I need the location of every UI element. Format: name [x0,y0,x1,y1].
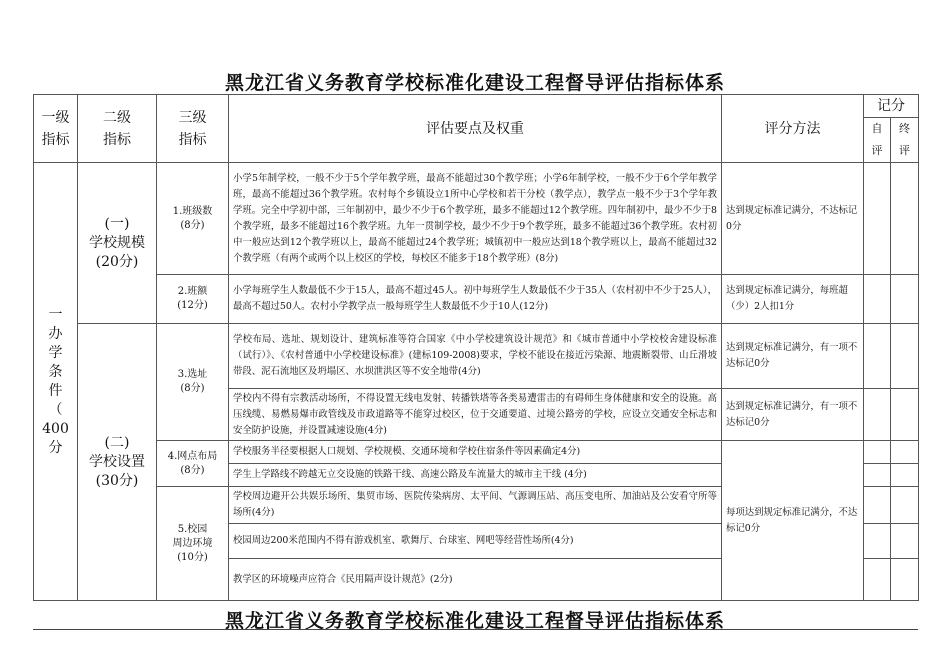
final-score-cell[interactable] [891,389,919,441]
criteria-site-selection-a: 学校布局、选址、规划设计、建筑标准等符合国家《中小学校建筑设计规范》和《城市普通中小学校校舍建设标准（试行）》、《农村普通中小学校建设标准》(建标109-2008)要求，学校不能设在接近污染源、地震断裂带、山丘滑坡带段、泥石流地区及坍塌区、水坝泄洪区等不安全地带(4分) [229,324,722,389]
method-site-selection-b: 达到规定标准记满分，有一项不达标记0分 [722,389,864,441]
criteria-surroundings-b: 校园周边200米范围内不得有游戏机室、歌舞厅、台球室、网吧等经营性场所(4分) [229,524,722,559]
level2-school-scale: (一) 学校规模 (20分) [78,163,157,324]
evaluation-table [33,94,919,601]
header-method: 评分方法 [722,95,864,163]
method-class-size: 达到规定标准记满分，每班超（少）2人扣1分 [722,275,864,324]
level3-class-size: 2.班额 (12分) [157,275,229,324]
self-score-cell[interactable] [864,487,891,524]
level3-class-count: 1.班级数 (8分) [157,163,229,275]
header-score: 记分 [864,95,919,118]
self-score-cell[interactable] [864,275,891,324]
final-score-cell[interactable] [891,441,919,464]
method-each-item: 每项达到规定标准记满分，不达标记0分 [722,441,864,601]
bottom-divider [33,629,918,630]
final-score-cell[interactable] [891,324,919,389]
self-score-cell[interactable] [864,324,891,389]
header-criteria: 评估要点及权重 [229,95,722,163]
level3-site-selection: 3.选址 (8分) [157,324,229,441]
criteria-class-size: 小学每班学生人数最低不少于15人，最高不超过45人。初中每班学生人数最低不少于35人（农村初中不少于25人），最高不超过50人。农村小学教学点一般每班学生人数最低不少于10人(12分) [229,275,722,324]
criteria-network-layout-b: 学生上学路线不跨越无立交设施的铁路干线、高速公路及车流量大的城市主干线 (4分) [229,464,722,487]
page-title: 黑龙江省义务教育学校标准化建设工程督导评估指标体系 [224,72,725,94]
self-score-cell[interactable] [864,441,891,464]
criteria-class-count: 小学5年制学校，一般不少于5个学年教学班，最高不能超过30个教学班；小学6年制学校，一般不少于6个学年教学班，最高不能超过36个教学班。农村每个乡镇设立1所中心学校和若干分校（教学点），教学点一般不少于3个学年教学班。完全中学初中部，三年制初中，最少不少于6个教学班，最多不能超过12个教学班。四年制初中，最少不少于8个教学班，最多不能超过16个教学班。九年一贯制学校，最少不少于9个教学班，最多不能超过36个教学班。农村初中一般应达到12个教学班以上，最高不能超过24个教学班；城镇初中一般应达到18个教学班以上，最高不能超过32个教学班（有两个或两个以上校区的学校，每校区不能多于18个教学班）(8分) [229,163,722,275]
final-score-cell[interactable] [891,524,919,559]
level3-network-layout: 4.网点布局 (8分) [157,441,229,487]
level3-surroundings: 5.校园 周边环境 (10分) [157,487,229,601]
header-level1: 一级 指标 [34,95,78,163]
final-score-cell[interactable] [891,163,919,275]
criteria-site-selection-b: 学校内不得有宗教活动场所，不得设置无线电发射、转播铁塔等各类易遭雷击的有碍师生身体健康和安全的设施。高压线缆、易燃易爆市政管线及市政道路等不能穿过校区，位于交通要道、过境公路旁的学校，应设立交通安全标志和安全防护设施，并设置减速设施(4分) [229,389,722,441]
level1-indicator: 一 办 学 条 件 （ 400 分 [34,163,78,601]
self-score-cell[interactable] [864,559,891,601]
self-score-cell[interactable] [864,524,891,559]
method-class-count: 达到规定标准记满分，不达标记0分 [722,163,864,275]
header-final-score: 终 评 [891,118,919,163]
criteria-surroundings-a: 学校周边避开公共娱乐场所、集贸市场、医院传染病房、太平间、气源调压站、高压变电所、加油站及公安看守所等场所(4分) [229,487,722,524]
page-title-repeat: 黑龙江省义务教育学校标准化建设工程督导评估指标体系 [224,610,725,632]
final-score-cell[interactable] [891,487,919,524]
header-level3: 三级 指标 [157,95,229,163]
final-score-cell[interactable] [891,275,919,324]
criteria-surroundings-c: 教学区的环境噪声应符合《民用隔声设计规范》(2分) [229,559,722,601]
self-score-cell[interactable] [864,389,891,441]
header-self-score: 自 评 [864,118,891,163]
criteria-network-layout-a: 学校服务半径要根据人口规划、学校规模、交通环境和学校住宿条件等因素确定4分) [229,441,722,464]
final-score-cell[interactable] [891,464,919,487]
final-score-cell[interactable] [891,559,919,601]
level2-school-setup: (二) 学校设置 (30分) [78,324,157,601]
self-score-cell[interactable] [864,464,891,487]
header-level2: 二级 指标 [78,95,157,163]
self-score-cell[interactable] [864,163,891,275]
method-site-selection-a: 达到规定标准记满分，有一项不达标记0分 [722,324,864,389]
